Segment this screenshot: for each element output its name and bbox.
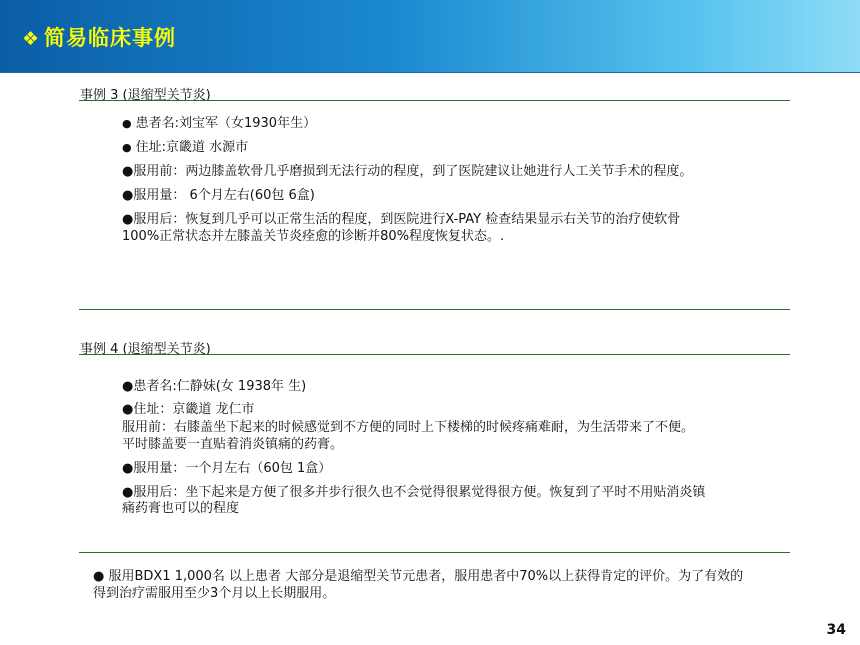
case4-after-line2: 痛药膏也可以的程度: [122, 501, 240, 516]
case3-after-line2: 100%正常状态并左膝盖关节炎痊愈的诊断并80%程度恢复状态。.: [122, 229, 505, 244]
case3-address-text: 住址:京畿道 水源市: [135, 140, 249, 155]
bullet-icon: ●: [122, 141, 132, 154]
case4-patient: ●患者名:仁静妹(女 1938年 生): [122, 379, 307, 394]
case3-title: 事例 3 (退缩型关节炎): [80, 88, 211, 103]
case3-before: ●服用前：两边膝盖软骨几乎磨损到无法行动的程度，到了医院建议让她进行人工关节手术的程度。: [122, 164, 693, 179]
summary-line2: 得到治疗需服用至少3个月以上长期服用。: [93, 586, 336, 601]
case3-amount: ●服用量： 6个月左右(60包 6盒): [122, 188, 315, 203]
slide-title-text: 简易临床事例: [44, 26, 177, 50]
case4-address: ●住址：京畿道 龙仁市: [122, 402, 255, 417]
case4-before-line2: 平时膝盖要一直贴着消炎镇痛的药膏。: [122, 437, 344, 452]
case3-patient: [122, 112, 316, 131]
slide-title: [22, 22, 176, 52]
summary-rule: [79, 552, 790, 553]
case4-amount: ●服用量：一个月左右（60包 1盒）: [122, 461, 332, 476]
page-number: 34: [826, 622, 846, 638]
title-banner: [0, 0, 860, 73]
case3-after-line1: ●服用后：恢复到几乎可以正常生活的程度，到医院进行X-PAY 检查结果显示右关节的治疗使软骨: [122, 212, 681, 227]
case4-title-rule: [79, 354, 790, 355]
case4-after-line1: ●服用后：坐下起来是方便了很多并步行很久也不会觉得很累觉得很方便。恢复到了平时不用贴消炎镇: [122, 485, 706, 500]
case3-title-rule: [79, 100, 790, 101]
case4-before-line1: 服用前：右膝盖坐下起来的时候感觉到不方便的同时上下楼梯的时候疼痛难耐，为生活带来了不便。: [122, 420, 695, 435]
case3-address: [122, 136, 248, 155]
case3-patient-text: 患者名:刘宝军（女1930年生）: [135, 116, 317, 131]
case-separator-rule: [79, 309, 790, 310]
summary-line1: ● 服用BDX1 1,000名 以上患者 大部分是退缩型关节元患者，服用患者中70%以上获得肯定的评价。为了有效的: [93, 569, 744, 584]
diamond-bullet-icon: ❖: [22, 28, 41, 50]
case4-title: 事例 4 (退缩型关节炎): [80, 342, 211, 357]
bullet-icon: ●: [122, 117, 132, 130]
